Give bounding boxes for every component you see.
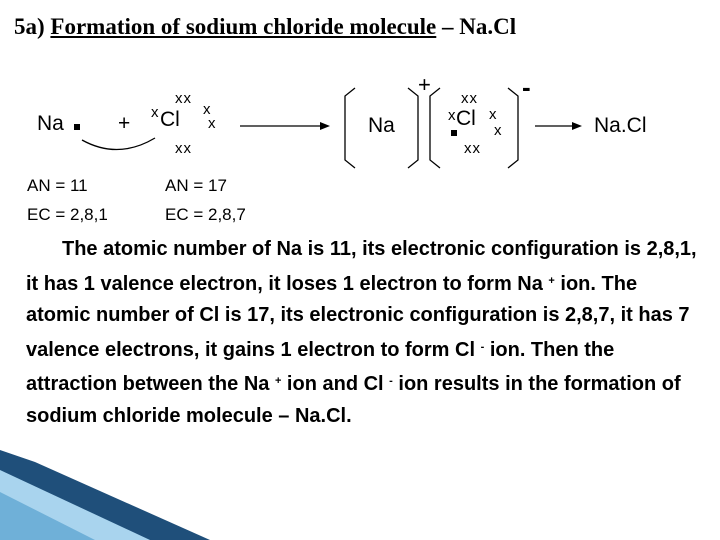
explanation-part-2: ion. The atomic number of Cl is 17, its electronic configuration is 2,8,7, it has 7 valence electrons, it gains 1 electron to form Cl: [26, 272, 690, 361]
na-atomic-number: AN = 11: [27, 176, 88, 195]
cl-electron-left: x: [151, 104, 160, 121]
title-suffix: – Na.Cl: [436, 14, 517, 39]
cl-ion-bracket-left: [430, 88, 440, 168]
cl-ion-charge-superscript-2: -: [389, 375, 393, 387]
cl-ion-electron-left: x: [448, 107, 457, 124]
cl-ion-symbol: Cl: [456, 107, 476, 130]
explanation-part-5: ion results in the formation of sodium chloride molecule – Na.Cl.: [26, 373, 681, 427]
na-ion-symbol: Na: [368, 114, 395, 137]
na-ion-bracket-left: [345, 88, 355, 168]
cl-electron-right-bottom: x: [208, 115, 217, 132]
cl-electronic-configuration: EC = 2,8,7: [165, 205, 246, 224]
bottom-left-decoration: [0, 450, 210, 540]
na-ion-charge: +: [418, 72, 431, 97]
product-formula: Na.Cl: [594, 114, 647, 137]
cl-electron-right-top: x: [203, 101, 212, 118]
title-underlined-text: Formation of sodium chloride molecule: [50, 14, 437, 39]
explanation-paragraph: [26, 234, 702, 432]
explanation-part-4: ion and Cl: [281, 373, 390, 395]
cl-atom-symbol: Cl: [160, 108, 180, 131]
title-prefix: 5a): [14, 14, 51, 39]
explanation-part-1: The atomic number of Na is 11, its electronic configuration is 2,8,1, it has 1 valence electron, it loses 1 electron to form Na: [26, 238, 697, 295]
na-electronic-configuration: EC = 2,8,1: [27, 205, 108, 224]
cl-ion-charge: -: [522, 72, 531, 102]
arrow-ions-to-product: [535, 122, 582, 130]
cl-ion-electrons-bottom: xx: [464, 140, 481, 157]
na-ion-charge-superscript-2: +: [274, 375, 282, 387]
cl-ion-electron-right-top: x: [489, 106, 498, 123]
na-ion-bracket-right: [408, 88, 418, 168]
cl-electrons-top: xx: [175, 90, 192, 107]
cl-ion-electrons-top: xx: [461, 90, 478, 107]
electron-transfer-curve: [82, 138, 155, 150]
plus-sign: +: [118, 112, 131, 135]
cl-atomic-number: AN = 17: [165, 176, 227, 195]
explanation-part-3: ion. Then the attraction between the Na: [26, 338, 615, 395]
cl-ion-electron-right-bottom: x: [494, 122, 503, 139]
cl-ion-charge-superscript: -: [480, 340, 485, 353]
arrow-reactants-to-ions: [240, 122, 330, 130]
na-ion-charge-superscript: +: [548, 274, 555, 287]
cl-ion-bracket-right: [508, 88, 518, 168]
na-atom-symbol: Na: [37, 112, 64, 135]
cl-electrons-bottom: xx: [175, 140, 192, 157]
